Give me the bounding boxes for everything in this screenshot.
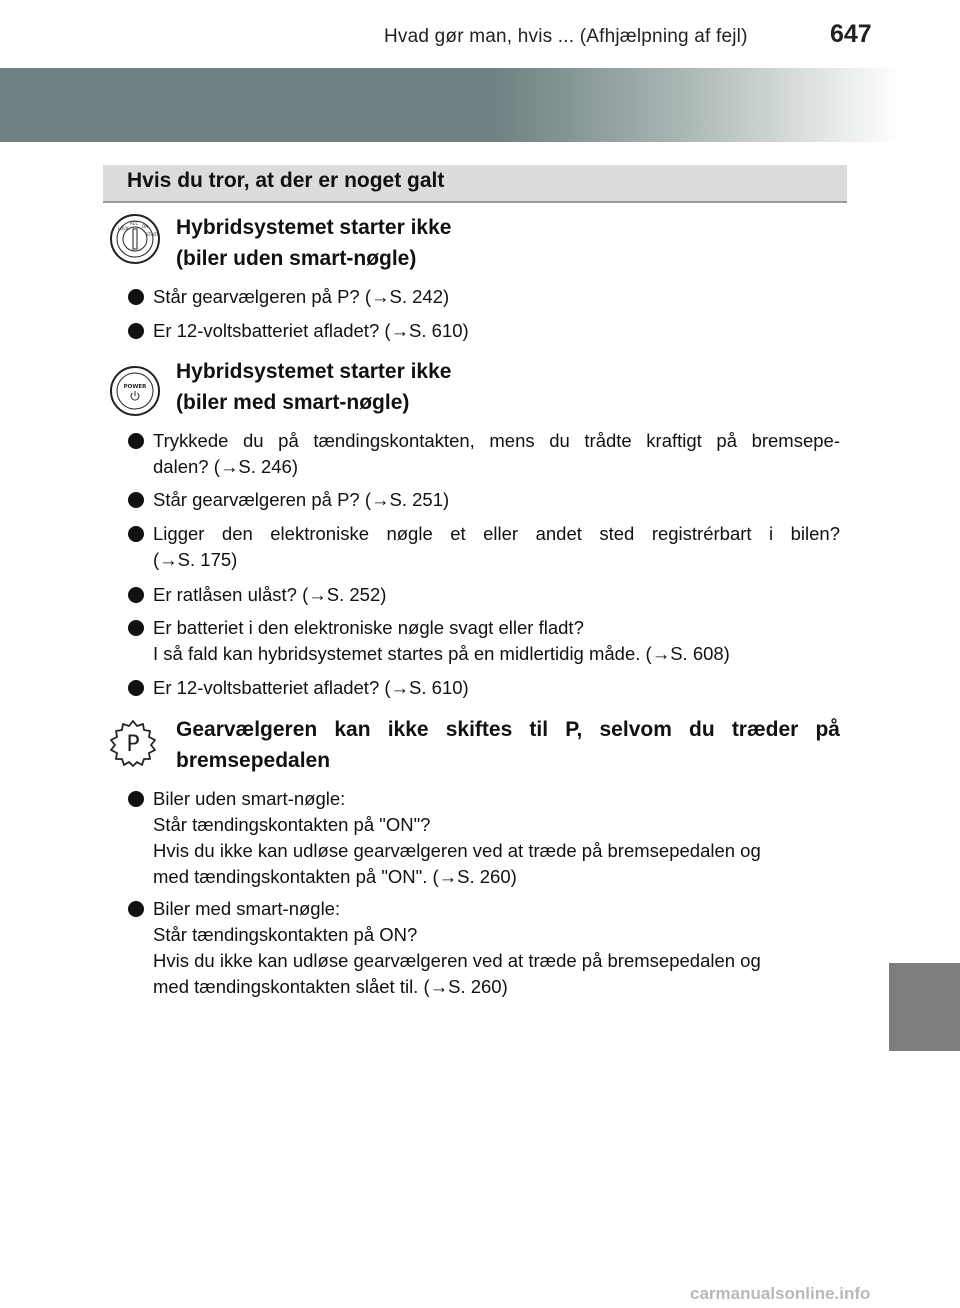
power-button-icon — [110, 366, 160, 416]
bullet-dot-icon — [128, 587, 144, 603]
bullet-dot-icon — [128, 323, 144, 339]
running-header: Hvad gør man, hvis ... (Afhjælpning af fejl) — [384, 26, 748, 47]
bullet-dot-icon — [128, 620, 144, 636]
page-number: 647 — [830, 20, 872, 48]
ignition-switch-icon — [110, 214, 160, 264]
list-item: Står gearvælgeren på P? (→S. 251) — [128, 487, 840, 513]
ignition-label-start: START — [146, 232, 158, 237]
bullet-dot-icon — [128, 901, 144, 917]
section-heading — [103, 165, 847, 203]
list-item: Er 12-voltsbatteriet afladet? (→S. 610) — [128, 318, 840, 344]
list-item: Trykkede du på tændingskontakten, mens du trådte kraftigt på bremsepe- dalen? (→S. 246) — [128, 428, 840, 480]
subsection-title: Hybridsystemet starter ikke (biler uden smart-nøgle) — [176, 216, 452, 270]
list-item: Er ratlåsen ulåst? (→S. 252) — [128, 582, 840, 608]
list-item: Er batteriet i den elektroniske nøgle svagt eller fladt? I så fald kan hybridsystemet startes på en midlertidig måde. (→S. 608) — [128, 615, 840, 667]
watermark: carmanualsonline.info — [690, 1284, 871, 1303]
list-item: Ligger den elektroniske nøgle et eller andet sted registrérbart i bilen? (→S. 175) — [128, 521, 840, 573]
ignition-label-lock: LOCK — [118, 226, 129, 231]
bullet-dot-icon — [128, 526, 144, 542]
park-gear-icon — [108, 718, 158, 768]
power-label: POWER — [123, 384, 147, 390]
chapter-tab — [889, 963, 960, 1051]
ignition-label-on: ON — [142, 224, 149, 229]
bullet-dot-icon — [128, 289, 144, 305]
list-item: Biler uden smart-nøgle: Står tændingskontakten på "ON"? Hvis du ikke kan udløse gearvælgeren ved at træde på bremsepedalen og med tændingskontakten på "ON". (→S. 260) — [128, 786, 840, 890]
header-banner — [0, 68, 900, 142]
list-item: Står gearvælgeren på P? (→S. 242) — [128, 284, 840, 310]
list-item: Biler med smart-nøgle: Står tændingskontakten på ON? Hvis du ikke kan udløse gearvælgeren ved at træde på bremsepedalen og med tændingskontakten slået til. (→S. 260) — [128, 896, 840, 1000]
park-label: P — [126, 732, 140, 757]
bullet-dot-icon — [128, 492, 144, 508]
list-item: Er 12-voltsbatteriet afladet? (→S. 610) — [128, 675, 840, 701]
bullet-dot-icon — [128, 433, 144, 449]
subsection-title: Hybridsystemet starter ikke (biler med smart-nøgle) — [176, 360, 452, 414]
ignition-label-acc: ACC — [130, 221, 139, 226]
bullet-dot-icon — [128, 680, 144, 696]
bullet-dot-icon — [128, 791, 144, 807]
subsection-title: Gearvælgeren kan ikke skiftes til P, selvom du træder på bremsepedalen — [176, 718, 840, 772]
section-heading-text: Hvis du tror, at der er noget galt — [127, 169, 445, 192]
